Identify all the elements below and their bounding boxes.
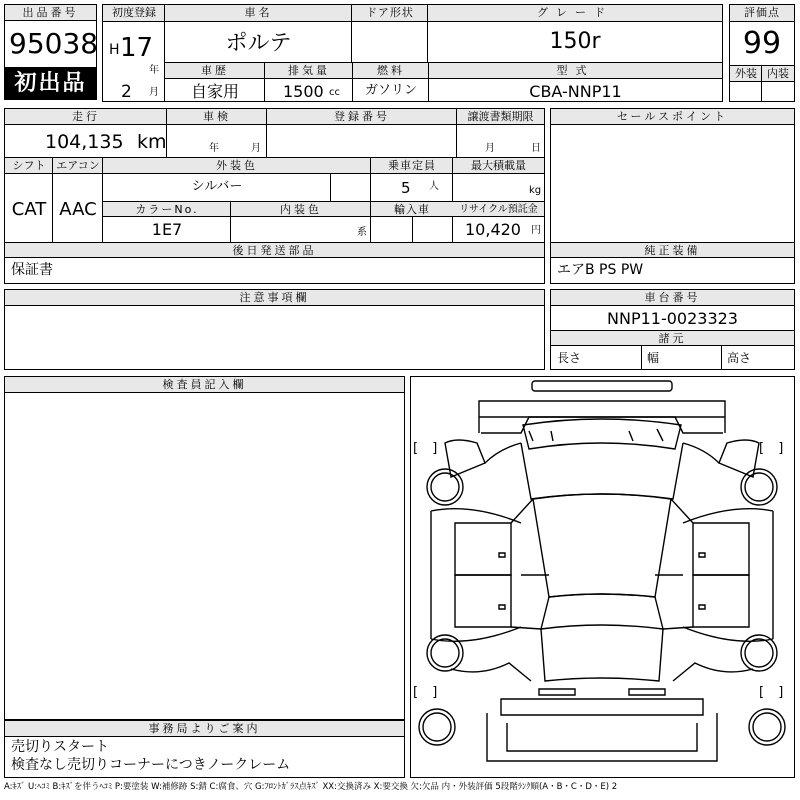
import-label: 輸入車	[371, 202, 453, 217]
era: H	[109, 42, 120, 58]
grade: 150r	[549, 29, 601, 54]
recycle-fee-label: リサイクル預託金	[453, 202, 544, 217]
chassis-number-label: 車台番号	[551, 290, 794, 306]
displacement-unit: cc	[329, 87, 340, 98]
model-code: CBA-NNP11	[529, 82, 622, 101]
diagram-front-fender-left	[445, 440, 485, 477]
diagram-wheel-spare-right	[749, 709, 785, 745]
bracket-bottom-right: [ ]	[759, 685, 784, 700]
exterior-color: シルバー	[191, 179, 243, 194]
height-label: 高さ	[727, 351, 752, 365]
color-number-label: カラーNo.	[103, 202, 231, 217]
later-parts: 保証書	[11, 262, 53, 278]
score: 99	[742, 26, 782, 61]
capacity: 5	[401, 179, 411, 197]
diagram-trunk	[541, 629, 663, 681]
interior-color-unit: 系	[357, 227, 367, 238]
mileage: 104,135	[45, 131, 124, 153]
first-registration-label: 初度登録	[103, 5, 165, 22]
width-label: 幅	[647, 351, 660, 365]
length-label: 長さ	[557, 351, 582, 365]
exterior-color-label: 外装色	[103, 158, 371, 174]
bracket-top-left: [ ]	[413, 441, 438, 456]
diagram-hood	[521, 443, 683, 499]
grade-label: グレード	[428, 5, 722, 22]
inspection-year-unit: 年	[209, 143, 219, 154]
equipment: エアB PS PW	[557, 262, 644, 278]
month-unit: 月	[149, 87, 159, 98]
capacity-label: 乗車定員	[371, 158, 453, 174]
caution-panel	[4, 289, 545, 370]
chassis-number: NNP11-0023323	[607, 309, 738, 328]
diagram-windshield	[523, 419, 681, 449]
color-number: 1E7	[151, 220, 183, 239]
car-name-label: 車名	[165, 5, 352, 22]
later-parts-label: 後日発送部品	[5, 243, 544, 258]
year-unit: 年	[149, 65, 159, 76]
office-notice-panel	[4, 720, 405, 778]
diagram-front-fender-right	[719, 440, 759, 477]
diagram-door-front-left	[455, 523, 511, 575]
dimensions-label: 諸元	[551, 331, 794, 346]
damage-diagram-panel	[410, 376, 795, 778]
diagram-door-front-right	[693, 523, 749, 575]
mileage-label: 走行	[5, 109, 167, 125]
diagram-wheel-front-left	[427, 469, 463, 505]
shift: CAT	[11, 199, 47, 220]
score-label: 評価点	[730, 5, 794, 22]
transfer-day-unit: 日	[531, 143, 541, 154]
car-diagram	[411, 377, 794, 777]
office-notice-line-1: 売切りスタート	[11, 739, 109, 755]
first-registration-month: 2	[121, 82, 132, 102]
transfer-deadline-label: 譲渡書類期限	[457, 109, 544, 125]
registration-label: 登録番号	[267, 109, 457, 125]
diagram-rear-bumper	[501, 699, 703, 715]
sales-points-label: セールスポイント	[551, 109, 794, 125]
lot-number-box	[4, 4, 97, 68]
door-shape-label: ドア形状	[352, 5, 428, 22]
details-grid	[4, 108, 545, 284]
capacity-unit: 人	[429, 181, 439, 192]
damage-legend: A:ｷｽﾞ U:ﾍｺﾐ B:ｷｽﾞを伴うﾍｺﾐ P:要塗装 W:補修跡 S:錆 C:腐食、穴 G:ﾌﾛﾝﾄｶﾞﾗｽ点ｷｽﾞ XX:交換済み X:要交換 欠:欠品 内・外装評価 5段階ﾗﾝｸ順(A・B・C・D・E) 2	[4, 782, 618, 792]
displacement-label: 排気量	[265, 63, 353, 79]
mileage-unit: km	[137, 131, 167, 153]
max-load-unit: kg	[529, 185, 542, 196]
bracket-bottom-left: [ ]	[413, 685, 438, 700]
interior-score-label: 内装	[762, 66, 794, 82]
diagram-roof-strip	[532, 381, 672, 391]
score-box	[729, 4, 795, 102]
first-listing-badge: 初出品	[4, 68, 97, 100]
aircon: AAC	[59, 199, 97, 220]
lot-number: 95038	[9, 27, 99, 60]
transfer-month-unit: 月	[485, 143, 495, 154]
model-code-label: 型式	[429, 63, 722, 79]
history: 自家用	[190, 82, 239, 101]
inspection-month-unit: 月	[251, 143, 261, 154]
diagram-underbody	[487, 713, 717, 761]
inspector-notes-label: 検査員記入欄	[5, 377, 404, 393]
chassis-panel	[550, 289, 795, 370]
inspector-notes-panel	[4, 376, 405, 720]
caution-label: 注意事項欄	[5, 290, 544, 306]
max-load-label: 最大積載量	[453, 158, 544, 174]
car-name: ポルテ	[225, 31, 292, 56]
first-registration-year: 17	[120, 33, 154, 63]
displacement: 1500	[283, 82, 324, 101]
fuel-label: 燃料	[353, 63, 429, 79]
exterior-score-label: 外装	[730, 66, 762, 82]
vehicle-header-grid	[102, 4, 723, 102]
diagram-rear-window	[541, 594, 663, 629]
diagram-door-rear-left	[455, 575, 511, 627]
shift-label: シフト	[5, 158, 53, 174]
history-label: 車歴	[165, 63, 265, 79]
diagram-wheel-front-right	[741, 469, 777, 505]
recycle-fee: 10,420	[465, 220, 521, 239]
aircon-label: エアコン	[53, 158, 103, 174]
recycle-fee-unit: 円	[531, 225, 541, 236]
office-notice-label: 事務局よりご案内	[5, 721, 404, 737]
lot-number-label: 出品番号	[5, 5, 96, 21]
fuel: ガソリン	[364, 83, 417, 98]
inspection-label: 車検	[167, 109, 267, 125]
diagram-wheel-spare-left	[419, 709, 455, 745]
bracket-top-right: [ ]	[759, 441, 784, 456]
equipment-label: 純正装備	[551, 243, 794, 258]
interior-color-label: 内装色	[231, 202, 371, 217]
diagram-cabin	[533, 494, 671, 597]
office-notice-line-2: 検査なし売切りコーナーにつきノークレーム	[11, 757, 291, 773]
sales-points-panel	[550, 108, 795, 284]
diagram-door-rear-right	[693, 575, 749, 627]
